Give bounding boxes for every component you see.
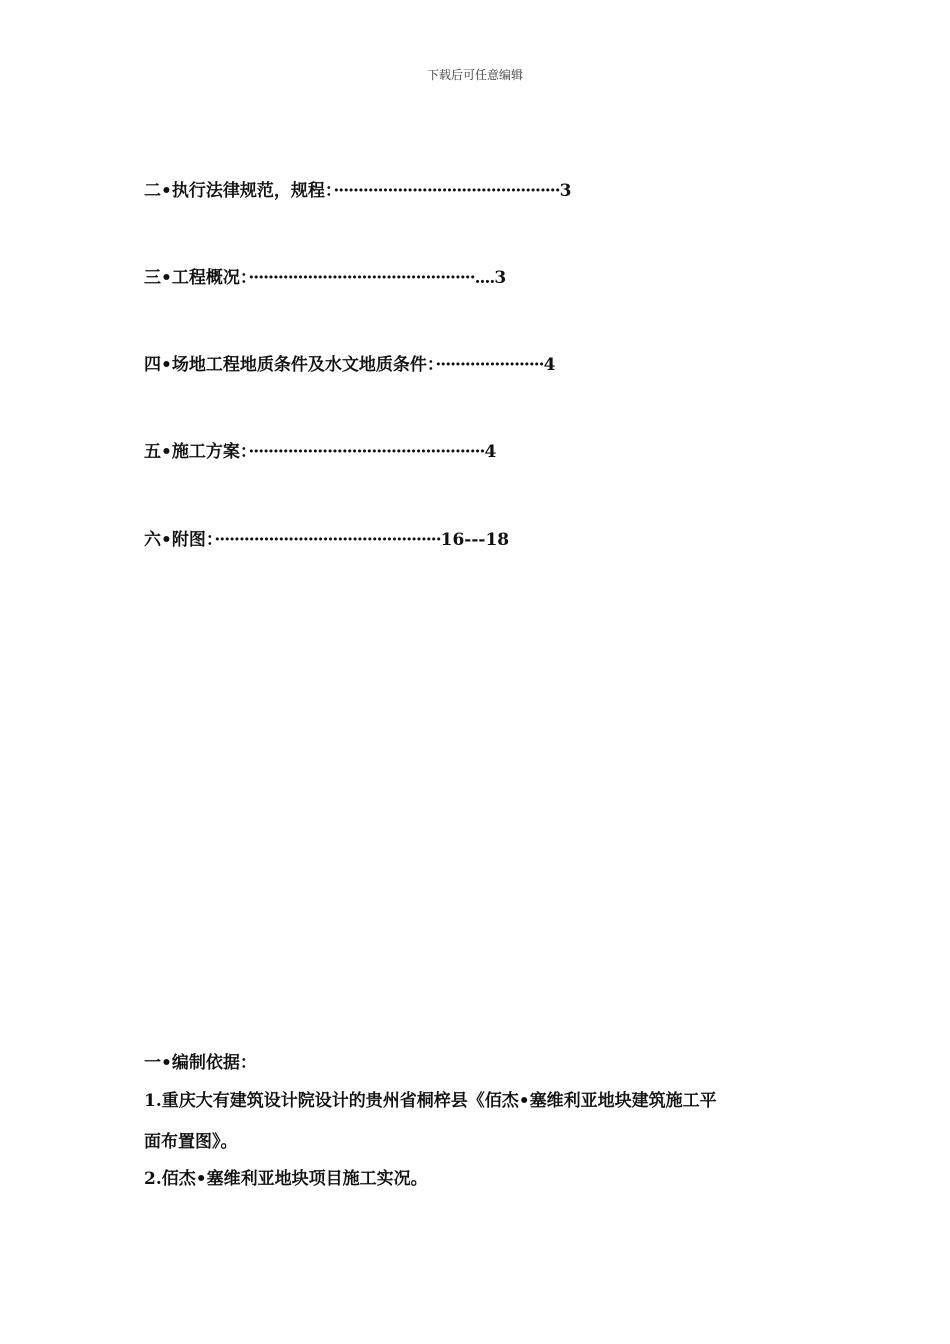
toc-entry-3	[144, 263, 506, 288]
toc-entry-page: 4	[484, 442, 497, 462]
toc-entry-page: 4	[543, 355, 556, 375]
paragraph-item-1-line-2: 面布置图》。	[144, 1132, 238, 1152]
toc-entry-2	[144, 176, 571, 201]
toc-leader-dots: ··············································....	[248, 268, 495, 288]
toc-entry-number: 五	[144, 442, 161, 462]
toc-entry-page: 3	[494, 268, 507, 288]
paragraph-item-1-line-1: 1.重庆大有建筑设计院设计的贵州省桐梓县《佰杰•塞维利亚地块建筑施工平	[144, 1091, 717, 1111]
toc-entry-separator: •	[161, 355, 172, 375]
toc-leader-dots: ······················	[435, 355, 544, 375]
toc-entry-separator: •	[161, 530, 172, 550]
toc-entry-label: 执行法律规范，规程：	[171, 181, 334, 201]
toc-entry-4	[144, 350, 555, 375]
toc-entry-6	[144, 525, 509, 550]
toc-entry-page: 16---18	[440, 530, 510, 550]
toc-leader-dots: ················································	[248, 442, 485, 462]
toc-leader-dots: ··············································	[333, 181, 560, 201]
toc-entry-number: 三	[144, 268, 161, 288]
toc-entry-number: 二	[144, 181, 161, 201]
toc-entry-separator: •	[161, 268, 172, 288]
toc-entry-label: 工程概况：	[171, 268, 249, 288]
header-note: 下载后可任意编辑	[426, 68, 523, 82]
toc-entry-separator: •	[161, 181, 172, 201]
toc-entry-number: 六	[144, 530, 161, 550]
paragraph-item-2: 2.佰杰•塞维利亚地块项目施工实况。	[144, 1169, 428, 1189]
toc-entry-page: 3	[559, 181, 572, 201]
toc-entry-separator: •	[161, 442, 172, 462]
toc-leader-dots: ··············································	[214, 530, 441, 550]
toc-entry-label: 场地工程地质条件及水文地质条件：	[171, 355, 436, 375]
toc-entry-5	[144, 437, 496, 462]
section-heading: 一•编制依据：	[144, 1053, 257, 1073]
toc-entry-number: 四	[144, 355, 161, 375]
toc-entry-label: 施工方案：	[171, 442, 249, 462]
toc-entry-label: 附图：	[171, 530, 215, 550]
